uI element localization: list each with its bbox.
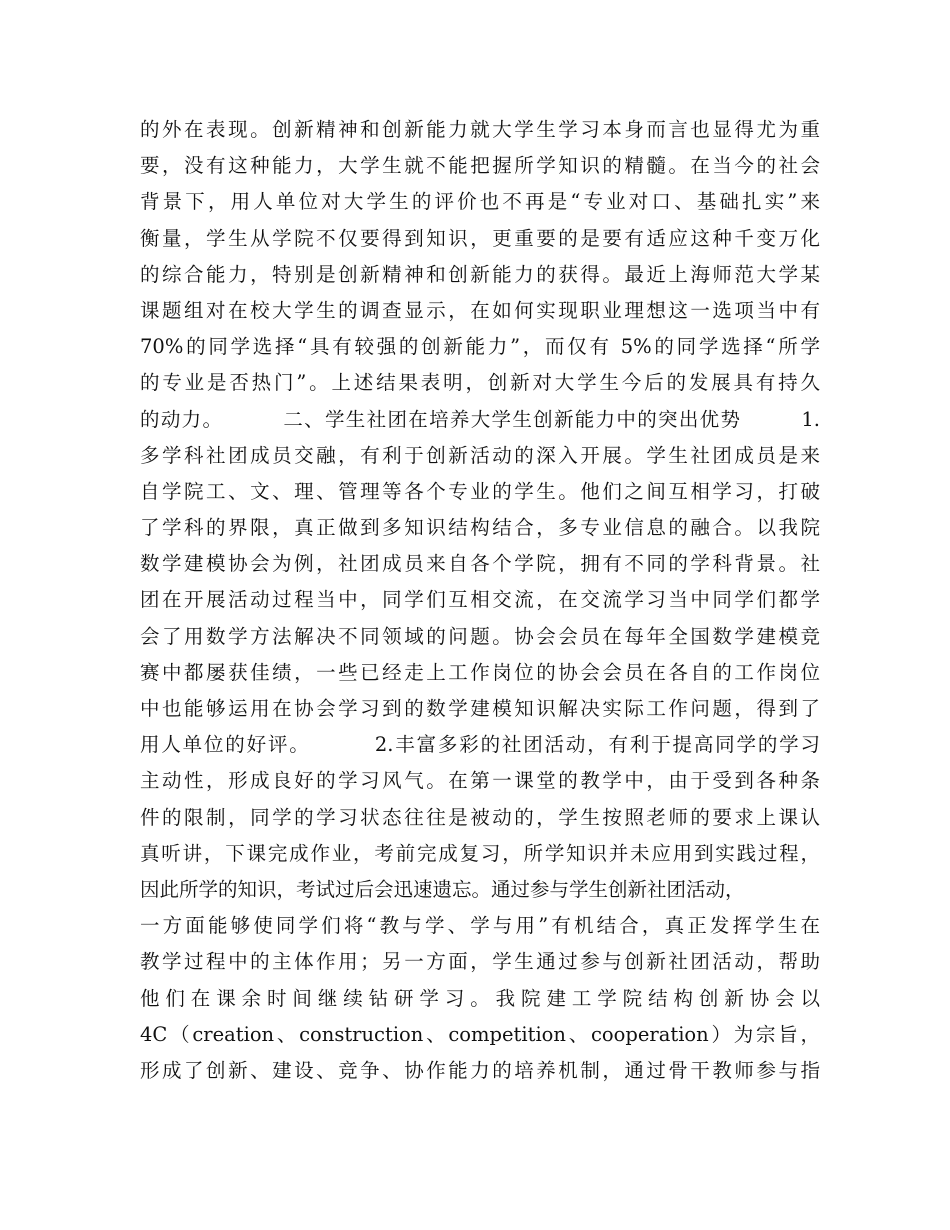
body-text: [140, 112, 820, 1089]
text-line: 团在开展活动过程当中，同学们互相交流，在交流学习当中同学们都学: [140, 588, 820, 612]
text-line: 了学科的界限，真正做到多知识结构结合，多专业信息的融合。以我院: [140, 516, 820, 540]
text-line: 因此所学的知识，考试过后会迅速遗忘。通过参与学生创新社团活动，: [140, 877, 745, 901]
text-line: 背景下，用人单位对大学生的评价也不再是“专业对口、基础扎实”来: [140, 190, 820, 214]
text-line: 4C（creation、construction、competition、cooperation）为宗旨，: [140, 1022, 820, 1046]
text-line: 课题组对在校大学生的调查显示，在如何实现职业理想这一选项当中有: [140, 298, 820, 322]
text-line: 中也能够运用在协会学习到的数学建模知识解决实际工作问题，得到了: [140, 697, 820, 720]
text-line: 他们在课余时间继续钻研学习。我院建工学院结构创新协会以: [140, 986, 820, 1010]
text-line: 的专业是否热门”。上述结果表明，创新对大学生今后的发展具有持久: [140, 371, 820, 395]
text-line: 形成了创新、建设、竞争、协作能力的培养机制，通过骨干教师参与指: [140, 1058, 820, 1082]
text-line: 主动性，形成良好的学习风气。在第一课堂的教学中，由于受到各种条: [140, 769, 820, 793]
text-line: 的动力。 二、学生社团在培养大学生创新能力中的突出优势 1.: [140, 407, 820, 431]
text-line: 的外在表现。创新精神和创新能力就大学生学习本身而言也显得尤为重: [140, 118, 820, 141]
text-line: 用人单位的好评。 2.丰富多彩的社团活动，有利于提高同学的学习: [140, 733, 820, 757]
text-line: 教学过程中的主体作用；另一方面，学生通过参与创新社团活动，帮助: [140, 950, 820, 974]
text-line: 自学院工、文、理、管理等各个专业的学生。他们之间互相学习，打破: [140, 479, 820, 503]
text-line: 的综合能力，特别是创新精神和创新能力的获得。最近上海师范大学某: [140, 262, 820, 286]
text-line: 会了用数学方法解决不同领域的问题。协会会员在每年全国数学建模竞: [140, 624, 820, 648]
text-line: 衡量，学生从学院不仅要得到知识，更重要的是要有适应这种千变万化: [140, 226, 820, 250]
text-line: 要，没有这种能力，大学生就不能把握所学知识的精髓。在当今的社会: [140, 154, 820, 178]
text-line: 多学科社团成员交融，有利于创新活动的深入开展。学生社团成员是来: [140, 443, 820, 467]
text-line: 70%的同学选择“具有较强的创新能力”，而仅有 5%的同学选择“所学: [140, 335, 820, 359]
text-line: 件的限制，同学的学习状态往往是被动的，学生按照老师的要求上课认: [140, 805, 820, 829]
text-line: 数学建模协会为例，社团成员来自各个学院，拥有不同的学科背景。社: [140, 552, 820, 576]
text-line: 一方面能够使同学们将“教与学、学与用”有机结合，真正发挥学生在: [140, 914, 820, 938]
text-line: 赛中都屡获佳绩，一些已经走上工作岗位的协会会员在各自的工作岗位: [140, 660, 820, 684]
text-line: 真听讲，下课完成作业，考前完成复习，所学知识并未应用到实践过程，: [140, 841, 820, 865]
